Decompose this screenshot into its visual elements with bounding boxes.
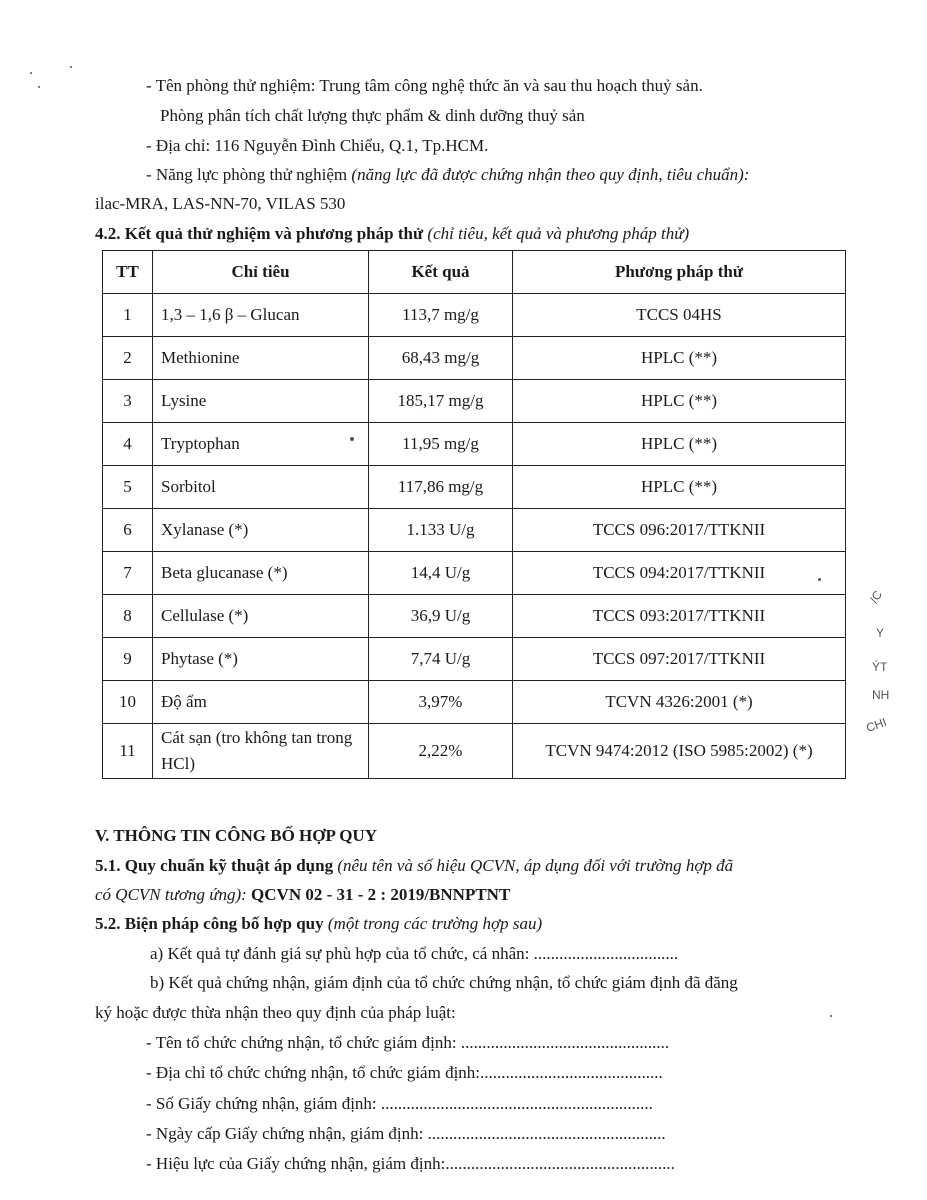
- section-51-label: 5.1. Quy chuẩn kỹ thuật áp dụng: [95, 856, 338, 875]
- row-result: 185,17 mg/g: [369, 380, 513, 423]
- row-tt: 5: [103, 466, 153, 509]
- item-b-line1: b) Kết quả chứng nhận, giám định của tổ chức chứng nhận, tổ chức giám định đã đăng: [150, 973, 738, 992]
- row-method: TCCS 04HS: [513, 294, 846, 337]
- table-row: [103, 509, 846, 552]
- row-method: TCCS 096:2017/TTKNII: [513, 509, 846, 552]
- table-header-row: [103, 251, 846, 294]
- row-result: 2,22%: [369, 724, 513, 779]
- row-result: 11,95 mg/g: [369, 423, 513, 466]
- item-b-line2: ký hoặc được thừa nhận theo quy định của pháp luật:: [95, 1003, 456, 1022]
- table-row: [103, 466, 846, 509]
- row-indicator: Xylanase (*): [153, 509, 369, 552]
- row-result: 3,97%: [369, 681, 513, 724]
- lab-capacity-label: - Năng lực phòng thử nghiệm: [146, 165, 352, 184]
- row-indicator: 1,3 – 1,6 β – Glucan: [153, 294, 369, 337]
- section-51-value: QCVN 02 - 31 - 2 : 2019/BNNPTNT: [251, 885, 511, 904]
- scan-speck: [38, 86, 40, 88]
- row-indicator: Tryptophan: [153, 423, 369, 466]
- scan-speck: [70, 66, 72, 68]
- cert-address: - Địa chỉ tổ chức chứng nhận, tổ chức giám định:...........................................: [146, 1063, 663, 1082]
- stamp-text: Y: [876, 626, 885, 640]
- row-indicator: Methionine: [153, 337, 369, 380]
- row-tt: 10: [103, 681, 153, 724]
- lab-capacity-value: ilac-MRA, LAS-NN-70, VILAS 530: [95, 194, 346, 213]
- table-row: [103, 380, 846, 423]
- stamp-text: /C: [866, 588, 886, 606]
- table-row: [103, 294, 846, 337]
- cert-number: - Số Giấy chứng nhận, giám định: ................................................................: [146, 1094, 653, 1113]
- row-indicator: Lysine: [153, 380, 369, 423]
- lab-capacity-note: (năng lực đã được chứng nhận theo quy định, tiêu chuẩn):: [351, 165, 750, 184]
- lab-name-line1: - Tên phòng thử nghiệm: Trung tâm công nghệ thức ăn và sau thu hoạch thuỷ sản.: [146, 76, 703, 95]
- row-indicator: Độ ẩm: [153, 681, 369, 724]
- row-method: HPLC (**): [513, 466, 846, 509]
- section-52-note: (một trong các trường hợp sau): [327, 914, 543, 933]
- row-method: HPLC (**): [513, 337, 846, 380]
- row-result: 14,4 U/g: [369, 552, 513, 595]
- table-row: [103, 681, 846, 724]
- row-result: 7,74 U/g: [369, 638, 513, 681]
- row-tt: 3: [103, 380, 153, 423]
- stamp-text: NH: [872, 688, 890, 702]
- row-method: TCCS 094:2017/TTKNII: [513, 552, 846, 595]
- row-tt: 9: [103, 638, 153, 681]
- scan-speck: [830, 1015, 832, 1017]
- table-row: [103, 595, 846, 638]
- header-method: Phương pháp thử: [513, 251, 846, 294]
- row-tt: 11: [103, 724, 153, 779]
- stamp-text: ÝT: [872, 660, 888, 674]
- section-51-note-b: có QCVN tương ứng):: [95, 885, 252, 904]
- section-42-note: (chỉ tiêu, kết quả và phương pháp thử): [427, 224, 690, 243]
- row-tt: 8: [103, 595, 153, 638]
- section-5-heading: V. THÔNG TIN CÔNG BỐ HỢP QUY: [95, 826, 377, 845]
- section-42-heading: [95, 224, 689, 244]
- table-row: [103, 724, 846, 779]
- scan-speck: [818, 578, 821, 581]
- row-method: HPLC (**): [513, 423, 846, 466]
- header-indicator: Chỉ tiêu: [153, 251, 369, 294]
- row-indicator: Beta glucanase (*): [153, 552, 369, 595]
- row-tt: 1: [103, 294, 153, 337]
- table-row: [103, 337, 846, 380]
- stamp-text: CHI: [864, 714, 889, 736]
- row-result: 68,43 mg/g: [369, 337, 513, 380]
- header-result: Kết quả: [369, 251, 513, 294]
- row-method: TCVN 4326:2001 (*): [513, 681, 846, 724]
- row-tt: 7: [103, 552, 153, 595]
- cert-validity: - Hiệu lực của Giấy chứng nhận, giám định:......................................................: [146, 1154, 675, 1173]
- row-result: 36,9 U/g: [369, 595, 513, 638]
- scan-speck: [30, 72, 32, 74]
- table-row: [103, 638, 846, 681]
- row-result: 113,7 mg/g: [369, 294, 513, 337]
- table-row: [103, 552, 846, 595]
- row-tt: 6: [103, 509, 153, 552]
- table-row: [103, 423, 846, 466]
- section-51-line1: [95, 856, 733, 876]
- row-result: 1.133 U/g: [369, 509, 513, 552]
- lab-name-line2: Phòng phân tích chất lượng thực phẩm & dinh dưỡng thuỷ sản: [160, 106, 585, 125]
- row-indicator: Sorbitol: [153, 466, 369, 509]
- row-result: 117,86 mg/g: [369, 466, 513, 509]
- results-table: [102, 250, 846, 779]
- stamp-fragment: [860, 590, 920, 740]
- section-52-label: 5.2. Biện pháp công bố hợp quy: [95, 914, 328, 933]
- row-tt: 4: [103, 423, 153, 466]
- section-42-title: 4.2. Kết quả thử nghiệm và phương pháp thử: [95, 224, 428, 243]
- cert-name: - Tên tổ chức chứng nhận, tổ chức giám định: .................................................: [146, 1033, 670, 1052]
- lab-address: - Địa chỉ: 116 Nguyễn Đình Chiểu, Q.1, Tp.HCM.: [146, 136, 489, 155]
- section-52-line: [95, 914, 542, 934]
- row-indicator: Cát sạn (tro không tan trong HCl): [153, 724, 369, 779]
- lab-capacity: [146, 165, 749, 185]
- row-method: TCVN 9474:2012 (ISO 5985:2002) (*): [513, 724, 846, 779]
- section-51-note-a: (nêu tên và số hiệu QCVN, áp dụng đối với trường hợp đã: [337, 856, 734, 875]
- header-tt: TT: [103, 251, 153, 294]
- row-tt: 2: [103, 337, 153, 380]
- row-method: TCCS 093:2017/TTKNII: [513, 595, 846, 638]
- cert-date: - Ngày cấp Giấy chứng nhận, giám định: ........................................................: [146, 1124, 666, 1143]
- scan-speck: [350, 437, 354, 441]
- section-51-line2: [95, 885, 510, 905]
- row-method: TCCS 097:2017/TTKNII: [513, 638, 846, 681]
- row-indicator: Cellulase (*): [153, 595, 369, 638]
- row-indicator: Phytase (*): [153, 638, 369, 681]
- row-method: HPLC (**): [513, 380, 846, 423]
- item-a: a) Kết quả tự đánh giá sự phù hợp của tổ chức, cá nhân: ..................................: [150, 944, 679, 963]
